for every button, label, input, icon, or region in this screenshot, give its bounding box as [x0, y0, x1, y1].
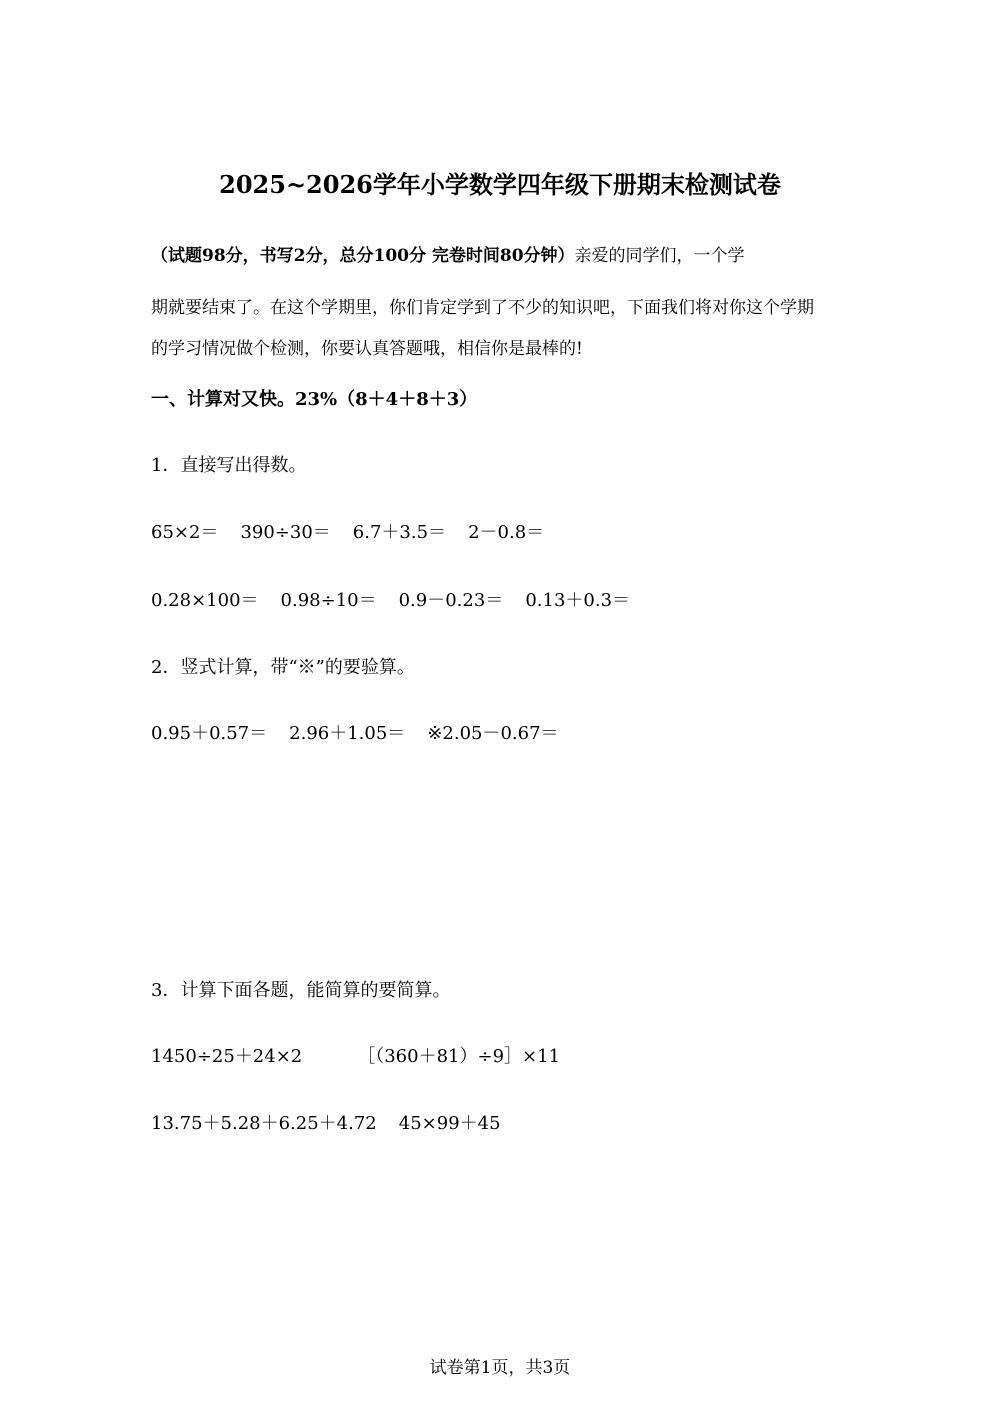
problem-item: 0.9－0.23＝ [398, 590, 504, 611]
question-2-label: 2．竖式计算，带“※”的要验算。 [151, 657, 415, 678]
problem-item: 45×99＋45 [398, 1113, 501, 1134]
problem-item: 0.13＋0.3＝ [525, 590, 631, 611]
question-3-label: 3．计算下面各题，能简算的要简算。 [151, 980, 451, 1001]
section-heading-1: 一、计算对又快。23%（8＋4＋8＋3） [151, 389, 478, 410]
question-1-row-1 [151, 520, 544, 546]
intro-greeting: 亲爱的同学们，一个学 [574, 246, 745, 266]
problem-item: ［（360＋81）÷9］×11 [357, 1046, 561, 1067]
question-3-row-1 [151, 1044, 560, 1070]
problem-item: 2－0.8＝ [468, 522, 545, 543]
intro-line-1 [151, 244, 841, 268]
problem-item: 13.75＋5.28＋6.25＋4.72 [151, 1113, 377, 1134]
problem-item: 0.95＋0.57＝ [151, 723, 268, 744]
intro-line-3: 的学习情况做个检测，你要认真答题哦，相信你是最棒的! [151, 339, 583, 359]
question-1-label: 1．直接写出得数。 [151, 455, 307, 476]
problem-item: 390÷30＝ [240, 522, 331, 543]
question-1-row-2 [151, 588, 630, 614]
intro-line-2: 期就要结束了。在这个学期里，你们肯定学到了不少的知识吧，下面我们将对你这个学期 [151, 298, 814, 318]
page-footer: 试卷第1页，共3页 [429, 1358, 571, 1378]
question-2-row-1 [151, 721, 559, 747]
problem-item: 6.7＋3.5＝ [352, 522, 447, 543]
problem-item: 2.96＋1.05＝ [289, 723, 406, 744]
problem-item: 65×2＝ [151, 522, 219, 543]
problem-item: 0.98÷10＝ [280, 590, 377, 611]
exam-title: 2025~2026学年小学数学四年级下册期末检测试卷 [219, 170, 781, 199]
problem-item: ※2.05－0.67＝ [427, 723, 559, 744]
problem-item: 0.28×100＝ [151, 590, 259, 611]
question-3-row-2 [151, 1111, 501, 1137]
problem-item: 1450÷25＋24×2 [151, 1046, 303, 1067]
intro-score-info: （试题98分，书写2分，总分100分 完卷时间80分钟） [151, 246, 575, 266]
